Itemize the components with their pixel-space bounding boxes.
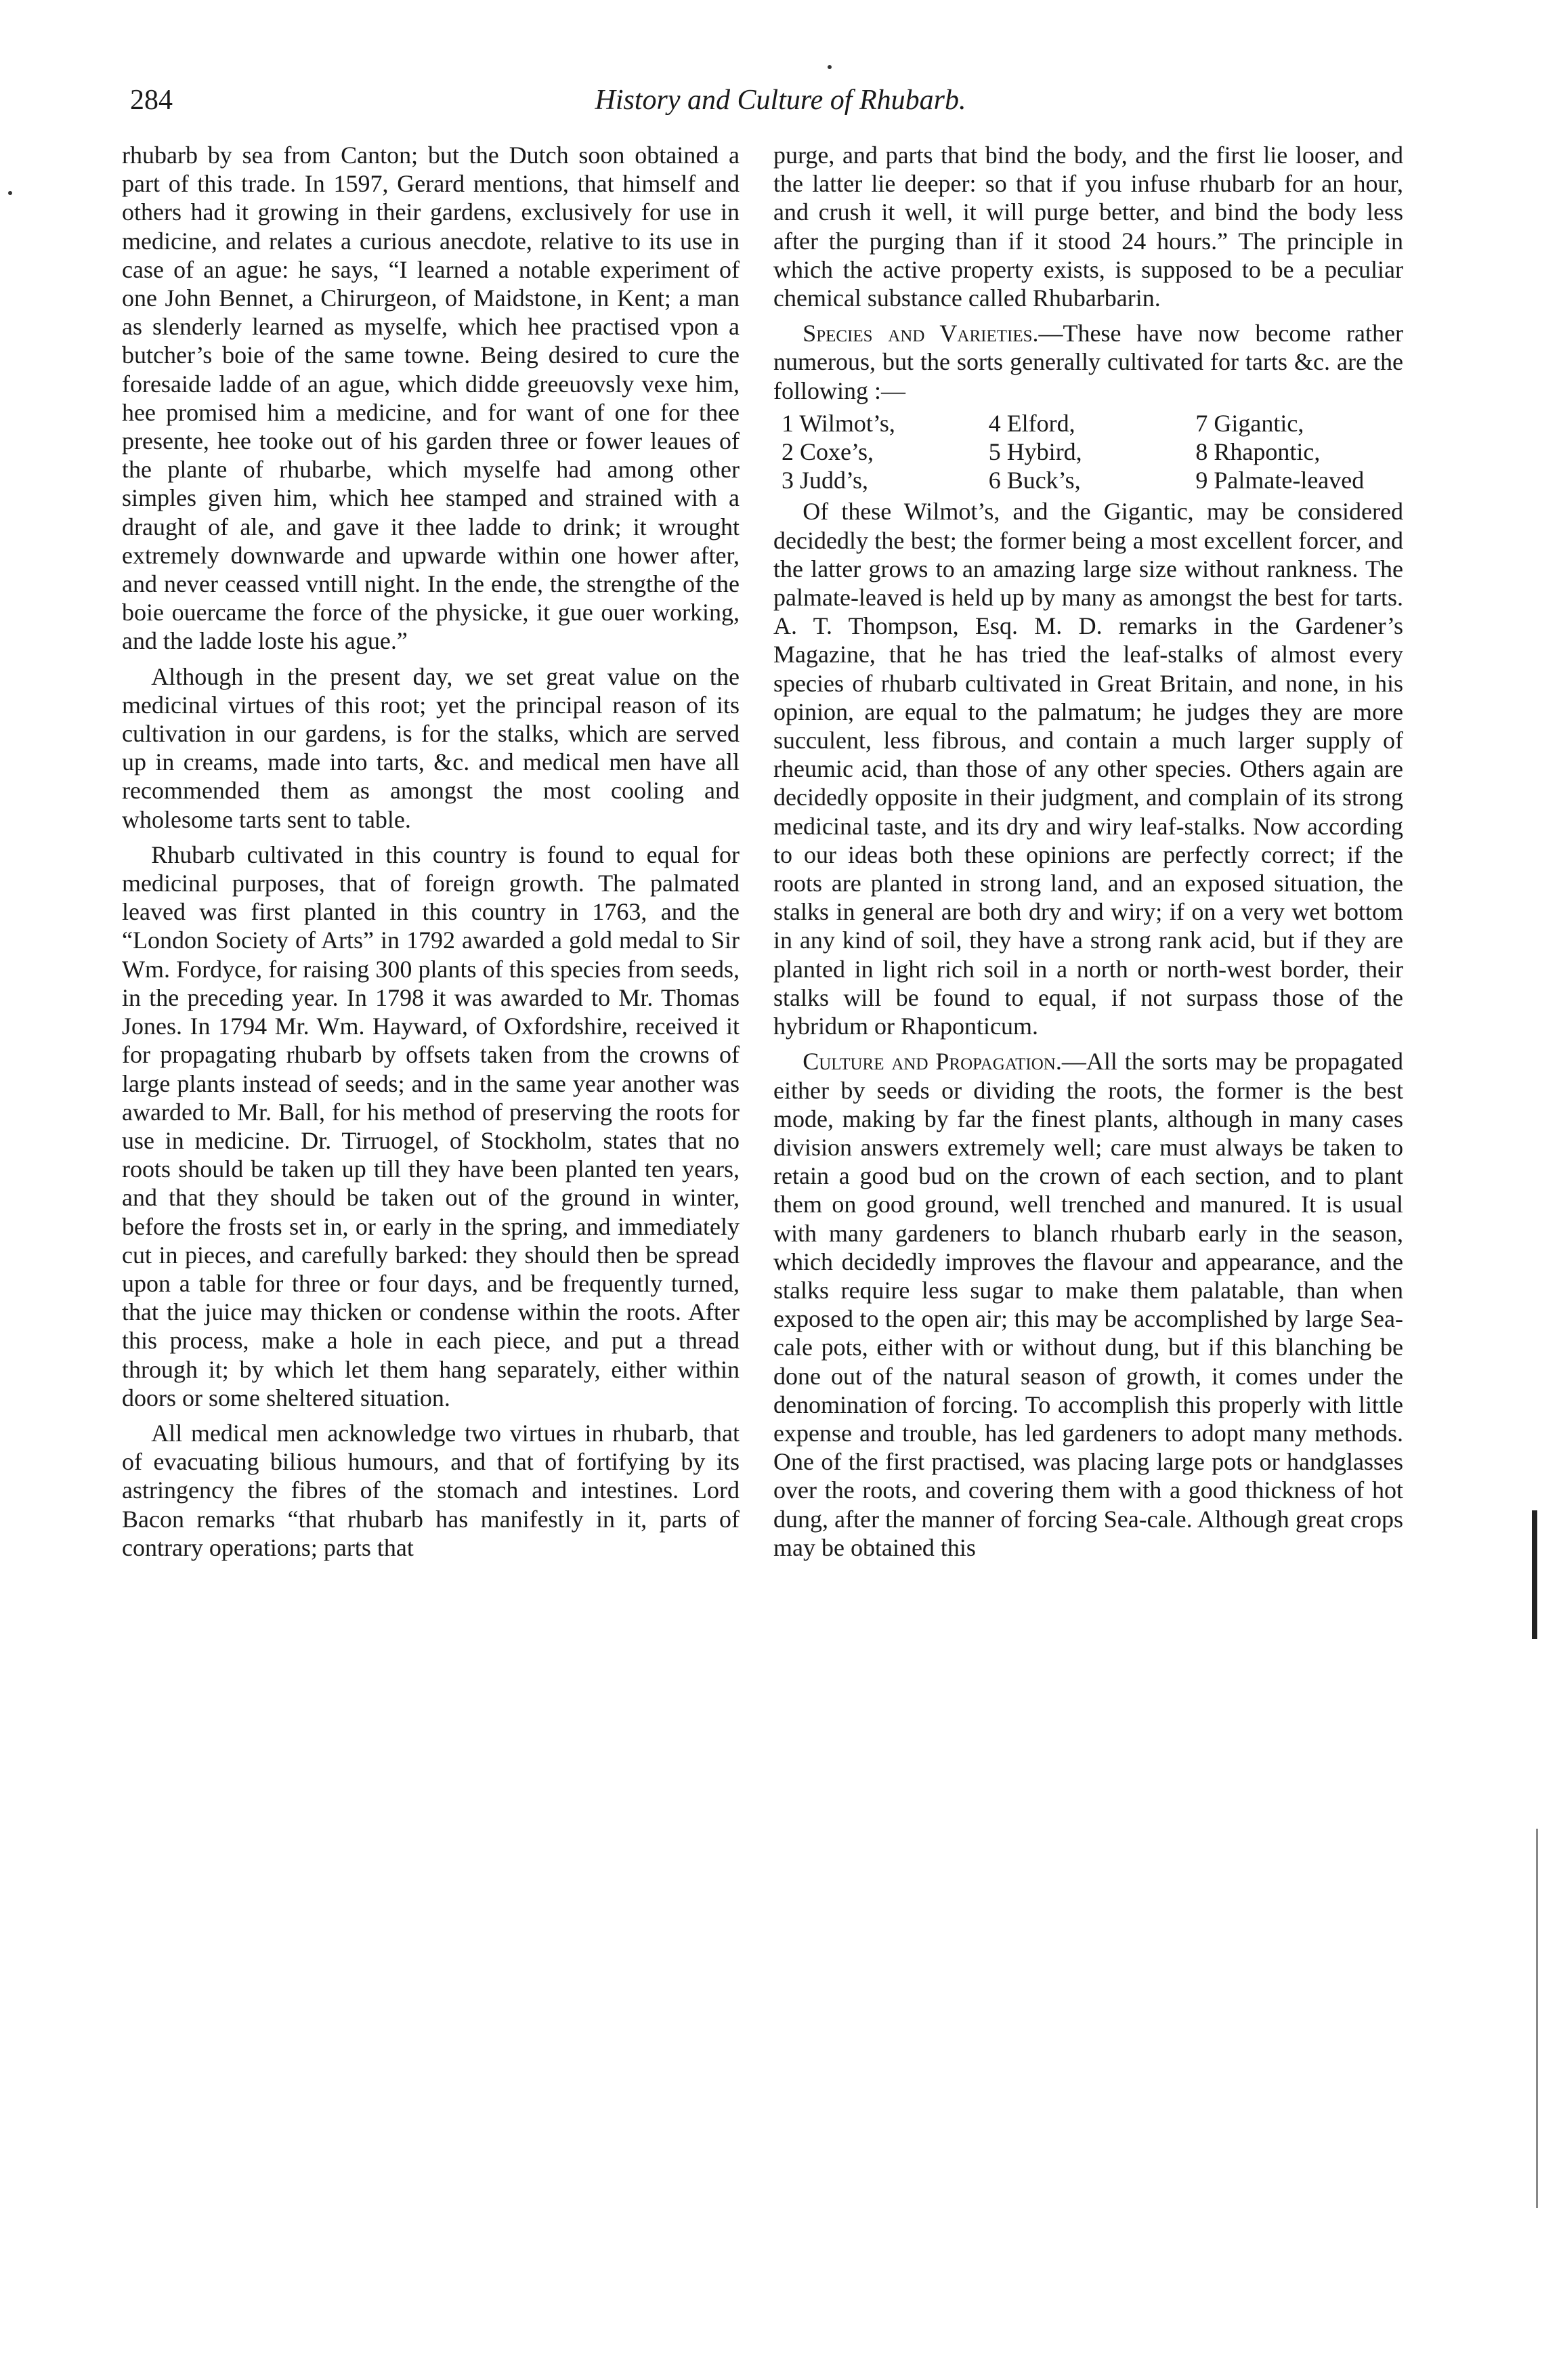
scan-edge-mark — [1532, 1510, 1537, 1639]
paragraph-purge-and-bind: purge, and parts that bind the body, and the first lie looser, and the latter lie deeper: so that if you infuse rhubarb for an hour, and crush it well, it will purge better, and bind the body less after the purging than if it stood 24 hours.” The principle in which the active property exists, is supposed to be a peculiar chemical substance called Rhubarbarin. — [773, 142, 1403, 312]
species-item: 3 Judd’s, — [782, 467, 869, 494]
species-item: 8 Rhapontic, — [1195, 438, 1321, 466]
page-number: 284 — [130, 85, 173, 116]
species-row — [782, 409, 1403, 438]
species-row — [782, 438, 1403, 466]
paragraph-wilmots-gigantic: Of these Wilmot’s, and the Gigantic, may be considered decidedly the best; the former being a most excellent forcer, and the latter grows to an amazing large size without rankness. The palmate-leaved is held up by many as amongst the best for tarts. A. T. Thompson, Esq. M. D. remarks in the Gardener’s Magazine, that he has tried the leaf-stalks of almost every species of rhubarb cultivated in Great Britain, and none, in his opinion, are equal to the palmatum; he judges they are more succulent, less fibrous, and contain a much larger supply of rheumic acid, than those of any other species. Others again are decidedly opposite in their judgment, and complain of its strong medicinal taste, and its dry and wiry leaf-stalks. Now according to our ideas both these opinions are perfectly correct; if the roots are planted in strong land, and an exposed situation, the stalks in general are both dry and wiry; if on a very wet bottom in any kind of soil, they have a strong rank acid, but if they are planted in light rich soil in a north or north-west border, their stalks will be found to equal, if not surpass those of the hybridum or Rhaponticum. — [773, 498, 1403, 1040]
paragraph-present-day: Although in the present day, we set great value on the medicinal virtues of this root; yet the principal reason of its cultivation in our gardens, is for the stalks, which are served up in creams, made into tarts, &c. and medical men have all recommended them as amongst the most cooling and wholesome tarts sent to table. — [122, 662, 740, 833]
left-column — [122, 141, 740, 2261]
running-title: History and Culture of Rhubarb. — [595, 85, 966, 116]
scan-edge-mark — [1536, 1829, 1538, 2208]
species-item: 5 Hybird, — [988, 438, 1082, 466]
paragraph-culture-propagation — [773, 1047, 1403, 1562]
species-heading: Species and Varieties. — [803, 320, 1039, 347]
paragraph-cultivated-in-country: Rhubarb cultivated in this country is found to equal for medicinal purposes, that of foreign growth. The palmated leaved was first planted in this country in 1763, and the “London Society of Arts” in 1792 awarded a gold medal to Sir Wm. Fordyce, for raising 300 plants of this species from seeds, in the preceding year. In 1798 it was awarded to Mr. Thomas Jones. In 1794 Mr. Wm. Hayward, of Oxfordshire, received it for propagating rhubarb by offsets taken from the crowns of large plants instead of seeds; and in the same year another was awarded to Mr. Ball, for his method of preserving the roots for use in medicine. Dr. Tirruogel, of Stockholm, states that no roots should be taken up till they have been planted ten years, and that they should be taken out of the ground in winter, before the frosts set in, or early in the spring, and immediately cut in pieces, and carefully barked: they should then be spread upon a table for three or four days, and be frequently turned, that the juice may thicken or condense within the roots. After this process, make a hole in each piece, and put a thread through it; by which let them hang separately, either within doors or some sheltered situation. — [122, 841, 740, 1411]
right-column — [773, 141, 1403, 2261]
culture-text: —All the sorts may be propagated either by seeds or dividing the roots, the former is the best mode, making by far the finest plants, although in many cases division answers extremely well; care must always be taken to retain a good bud on the crown of each section, and to plant them on good ground, well trenched and manured. It is usual with many gardeners to blanch rhubarb early in the season, which decidedly improves the flavour and appearance, and the stalks require less sugar to make them palatable, than when exposed to the open air; this may be accomplished by large Sea-cale pots, either with or without dung, but if this blanching be done out of the natural season of growth, it comes under the denomination of forcing. To accomplish this properly with little expense and trouble, has led gardeners to adopt many methods. One of the first practised, was placing large pots or handglasses over the roots, and covering them with a good thickness of hot dung, after the manner of forcing Sea-cale. Although great crops may be obtained this — [773, 1048, 1403, 1561]
paragraph-rhubarb-trade: rhubarb by sea from Canton; but the Dutch soon obtained a part of this trade. In 1597, Gerard mentions, that himself and others had it growing in their gardens, exclusively for use in medicine, and relates a curious anecdote, relative to its use in case of an ague: he says, “I learned a notable experiment of one John Bennet, a Chirurgeon, of Maidstone, in Kent; a man as slenderly learned as myselfe, which hee practised vpon a butcher’s boie of the same towne. Being desired to cure the foresaide ladde of an ague, which didde greeuovsly vexe him, hee promised him a medicine, and for want of one for thee presente, hee tooke out of his garden three or fower leaues of the plante of rhubarbe, which myselfe had among other simples given him, which hee stamped and strained with a draught of ale, and gave it thee ladde to drink; it wrought extremely downwarde and upwarde within one hower after, and never ceassed vntill night. In the ende, the strengthe of the boie ouercame the force of the physicke, it gue ouer working, and the ladde loste his ague.” — [122, 142, 740, 655]
culture-heading: Culture and Propagation. — [803, 1048, 1062, 1076]
species-item: 7 Gigantic, — [1195, 409, 1304, 437]
species-item: 2 Coxe’s, — [782, 438, 874, 466]
scan-speck — [8, 191, 12, 195]
species-item: 6 Buck’s, — [988, 467, 1081, 494]
species-item: 9 Palmate-leaved — [1195, 467, 1365, 494]
species-item: 1 Wilmot’s, — [782, 409, 895, 437]
paragraph-medical-virtues: All medical men acknowledge two virtues in rhubarb, that of evacuating bilious humours, and that of fortifying by its astringency the fibres of the stomach and intestines. Lord Bacon remarks “that rhubarb has manifestly in it, parts of contrary operations; parts that — [122, 1419, 740, 1561]
paragraph-species-intro — [773, 319, 1403, 405]
species-intro-text: —These have now become rather numerous, but the sorts generally cultivated for tarts &c. are the following :— — [773, 320, 1403, 404]
scan-speck — [828, 65, 832, 69]
species-item: 4 Elford, — [988, 409, 1075, 437]
species-list — [773, 409, 1403, 495]
species-row — [782, 466, 1403, 494]
